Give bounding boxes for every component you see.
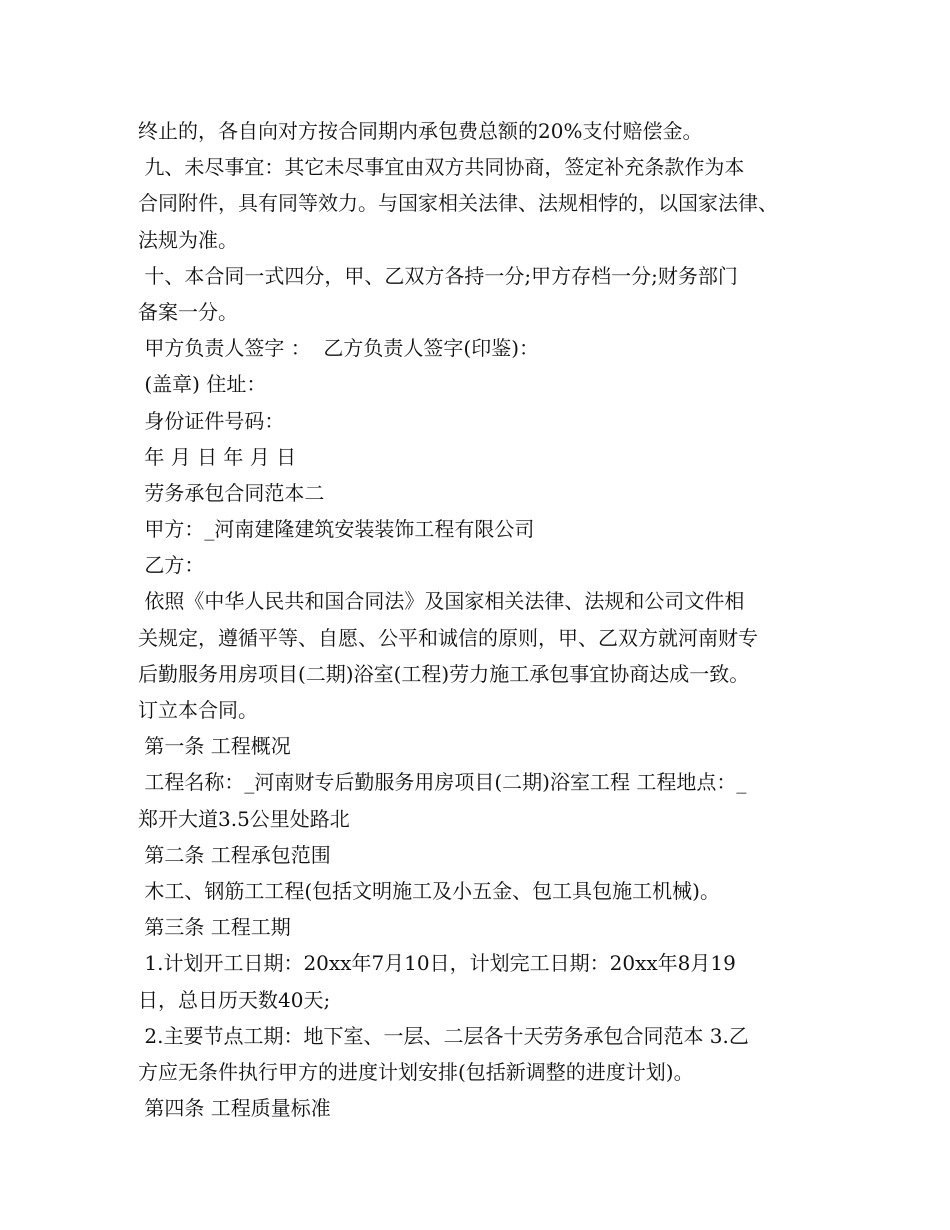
id-number-line: 身份证件号码： <box>138 408 285 433</box>
text-line-14: 依照《中华人民共和国合同法》及国家相关法律、法规和公司文件相 <box>138 589 745 614</box>
text-line-5: 十、本合同一式四分，甲、乙双方各持一分;甲方存档一分;财务部门 <box>138 263 738 288</box>
schedule-line-4: 方应无条件执行甲方的进度计划安排(包括新调整的进度计划)。 <box>138 1059 694 1084</box>
schedule-line-2: 日，总日历天数40天; <box>138 987 331 1012</box>
seal-address-line: (盖章) 住址： <box>138 372 267 397</box>
signature-line: 甲方负责人签字 ： 乙方负责人签字(印鉴)： <box>138 336 540 361</box>
scope-line: 木工、钢筋工工程(包括文明施工及小五金、包工具包施工机械)。 <box>138 878 720 903</box>
text-line-16: 后勤服务用房项目(二期)浴室(工程)劳力施工承包事宜协商达成一致。 <box>138 661 750 686</box>
text-line-17: 订立本合同。 <box>138 698 258 722</box>
text-line-1: 终止的，各自向对方按合同期内承包费总额的20%支付赔偿金。 <box>138 119 703 143</box>
text-line-4: 法规为准。 <box>138 227 238 252</box>
party-a-line: 甲方：_河南建隆建筑安装装饰工程有限公司 <box>138 517 535 542</box>
text-line-2: 九、未尽事宜：其它未尽事宜由双方共同协商，签定补充条款作为本 <box>138 155 745 180</box>
section-title: 劳务承包合同范本二 <box>138 480 325 505</box>
article-2-heading: 第二条 工程承包范围 <box>138 842 331 867</box>
party-b-line: 乙方： <box>138 553 205 578</box>
article-3-heading: 第三条 工程工期 <box>138 915 291 940</box>
project-location-line: 郑开大道3.5公里处路北 <box>138 806 350 831</box>
schedule-line-1: 1.计划开工日期：20xx年7月10日，计划完工日期：20xx年8月19 <box>138 951 736 976</box>
project-name-line: 工程名称：_河南财专后勤服务用房项目(二期)浴室工程 工程地点：_ <box>138 770 747 795</box>
text-line-3: 合同附件，具有同等效力。与国家相关法律、法规相悖的，以国家法律、 <box>138 191 778 216</box>
document-body <box>138 113 828 1126</box>
text-line-15: 关规定，遵循平等、自愿、公平和诚信的原则，甲、乙双方就河南财专 <box>138 625 758 650</box>
article-4-heading: 第四条 工程质量标准 <box>138 1096 331 1121</box>
schedule-line-3: 2.主要节点工期：地下室、一层、二层各十天劳务承包合同范本 3.乙 <box>138 1023 749 1048</box>
date-line: 年 月 日 年 月 日 <box>138 444 297 469</box>
text-line-6: 备案一分。 <box>138 299 238 324</box>
article-1-heading: 第一条 工程概况 <box>138 734 291 759</box>
